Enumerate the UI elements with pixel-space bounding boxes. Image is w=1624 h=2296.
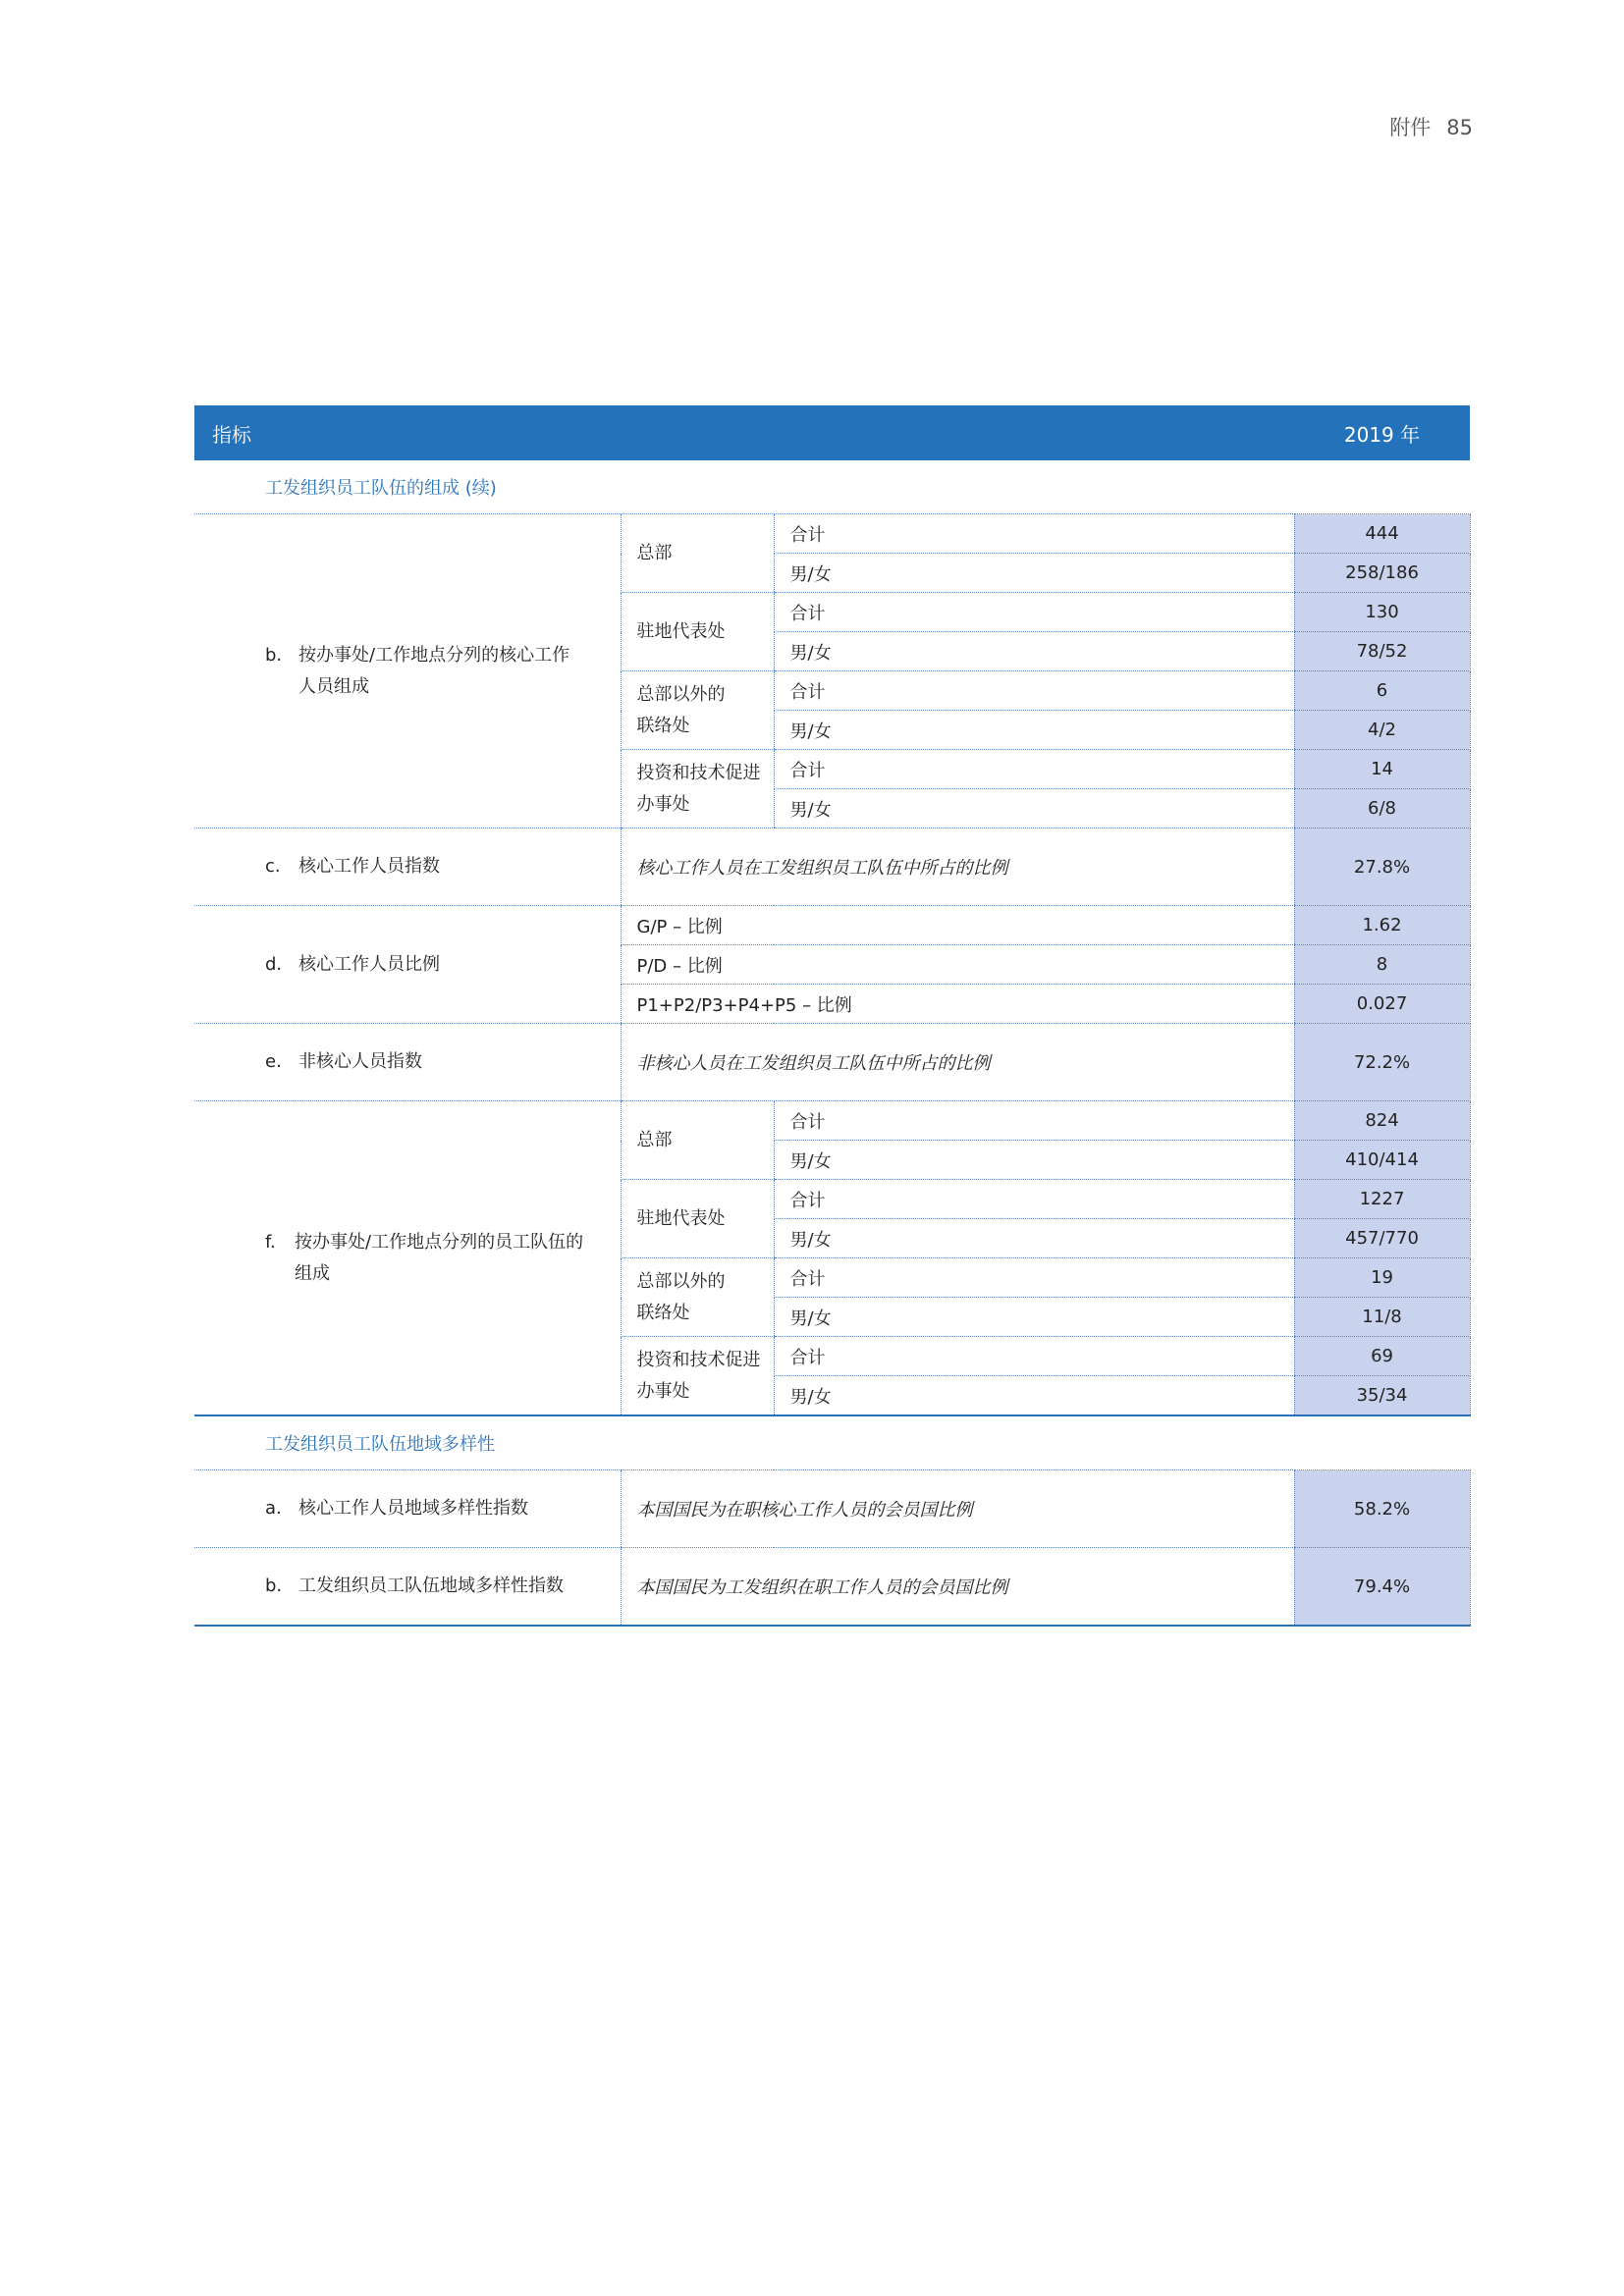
indicator-description: 本国国民为在职核心工作人员的会员国比例	[621, 1470, 1294, 1548]
value-cell: 410/414	[1294, 1141, 1470, 1180]
indicator-label-b	[194, 514, 621, 828]
sub-label: 合计	[774, 1101, 1294, 1141]
indicator-description: 本国国民为工发组织在职工作人员的会员国比例	[621, 1548, 1294, 1627]
indicator-text: 非核心人员指数	[298, 1051, 422, 1072]
indicator-text: 核心工作人员比例	[298, 953, 440, 975]
indicator-letter: f.	[265, 1231, 276, 1253]
value-cell: 27.8%	[1294, 828, 1470, 906]
indicator-text: 核心工作人员指数	[298, 856, 440, 877]
value-cell: 19	[1294, 1258, 1470, 1298]
section-row	[194, 1415, 1470, 1470]
value-cell: 824	[1294, 1101, 1470, 1141]
indicator-letter: b.	[265, 644, 283, 666]
indicator-label-d	[194, 906, 621, 1024]
value-cell: 258/186	[1294, 554, 1470, 593]
value-cell: 0.027	[1294, 985, 1470, 1024]
location-cell: 驻地代表处	[621, 593, 774, 671]
value-cell: 6/8	[1294, 789, 1470, 828]
indicator-label-c	[194, 828, 621, 906]
table-row	[194, 828, 1470, 906]
value-cell: 14	[1294, 750, 1470, 789]
sub-label: G/P – 比例	[621, 906, 1294, 945]
indicator-text: 工发组织员工队伍地域多样性指数	[298, 1575, 564, 1596]
value-cell: 78/52	[1294, 632, 1470, 671]
indicator-letter: b.	[265, 1575, 283, 1596]
value-cell: 1.62	[1294, 906, 1470, 945]
section-title: 工发组织员工队伍的组成 (续)	[194, 460, 1470, 514]
value-cell: 4/2	[1294, 711, 1470, 750]
table-row	[194, 514, 1470, 554]
location-text: 投资和技术促进办事处	[636, 1349, 761, 1402]
sub-label: 男/女	[774, 1141, 1294, 1180]
location-cell: 总部	[621, 514, 774, 593]
location-cell: 驻地代表处	[621, 1180, 774, 1258]
indicator-text: 按办事处/工作地点分列的员工队伍的组成	[295, 1231, 584, 1284]
value-cell: 58.2%	[1294, 1470, 1470, 1548]
sub-label: 男/女	[774, 1376, 1294, 1416]
location-text: 总部以外的联络处	[636, 1270, 726, 1323]
table-row	[194, 906, 1470, 945]
value-cell: 11/8	[1294, 1298, 1470, 1337]
indicator-text: 按办事处/工作地点分列的核心工作人员组成	[298, 644, 570, 697]
indicator-letter: d.	[265, 953, 283, 975]
section-title: 工发组织员工队伍地域多样性	[194, 1415, 1470, 1470]
indicator-description: 核心工作人员在工发组织员工队伍中所占的比例	[621, 828, 1294, 906]
indicator-description: 非核心人员在工发组织员工队伍中所占的比例	[621, 1024, 1294, 1101]
location-cell	[621, 750, 774, 828]
sub-label: 合计	[774, 1258, 1294, 1298]
value-cell: 1227	[1294, 1180, 1470, 1219]
location-cell	[621, 1258, 774, 1337]
value-cell: 69	[1294, 1337, 1470, 1376]
indicator-letter: a.	[265, 1498, 282, 1519]
header-year: 2019 年	[1294, 405, 1470, 460]
section-row	[194, 460, 1470, 514]
value-cell: 6	[1294, 671, 1470, 711]
table-header	[194, 405, 1470, 460]
sub-label: 男/女	[774, 632, 1294, 671]
value-cell: 130	[1294, 593, 1470, 632]
header-indicator: 指标	[194, 405, 1294, 460]
indicator-letter: e.	[265, 1051, 282, 1072]
value-cell: 79.4%	[1294, 1548, 1470, 1627]
sub-label: 合计	[774, 593, 1294, 632]
indicator-table	[194, 405, 1471, 1627]
indicator-letter: c.	[265, 856, 281, 877]
indicator-label-gb	[194, 1548, 621, 1627]
sub-label: 合计	[774, 514, 1294, 554]
sub-label: 男/女	[774, 711, 1294, 750]
table-row	[194, 1024, 1470, 1101]
sub-label: 合计	[774, 671, 1294, 711]
value-cell: 8	[1294, 945, 1470, 985]
sub-label: 合计	[774, 750, 1294, 789]
sub-label: P1+P2/P3+P4+P5 – 比例	[621, 985, 1294, 1024]
page-section: 附件	[1389, 116, 1432, 139]
indicator-label-ga	[194, 1470, 621, 1548]
value-cell: 457/770	[1294, 1219, 1470, 1258]
value-cell: 35/34	[1294, 1376, 1470, 1416]
sub-label: 男/女	[774, 789, 1294, 828]
table-row	[194, 1548, 1470, 1627]
indicator-label-e	[194, 1024, 621, 1101]
table-row	[194, 1470, 1470, 1548]
location-text: 总部以外的联络处	[636, 683, 726, 736]
value-cell: 72.2%	[1294, 1024, 1470, 1101]
location-cell: 总部	[621, 1101, 774, 1180]
location-cell	[621, 1337, 774, 1416]
sub-label: P/D – 比例	[621, 945, 1294, 985]
location-cell	[621, 671, 774, 750]
page-number: 85	[1446, 116, 1473, 139]
sub-label: 男/女	[774, 1219, 1294, 1258]
sub-label: 男/女	[774, 1298, 1294, 1337]
sub-label: 合计	[774, 1337, 1294, 1376]
location-text: 投资和技术促进办事处	[636, 762, 761, 815]
sub-label: 男/女	[774, 554, 1294, 593]
indicator-label-f	[194, 1101, 621, 1416]
page-header	[1355, 112, 1473, 141]
indicator-text: 核心工作人员地域多样性指数	[298, 1498, 528, 1519]
value-cell: 444	[1294, 514, 1470, 554]
table-row	[194, 1101, 1470, 1141]
sub-label: 合计	[774, 1180, 1294, 1219]
